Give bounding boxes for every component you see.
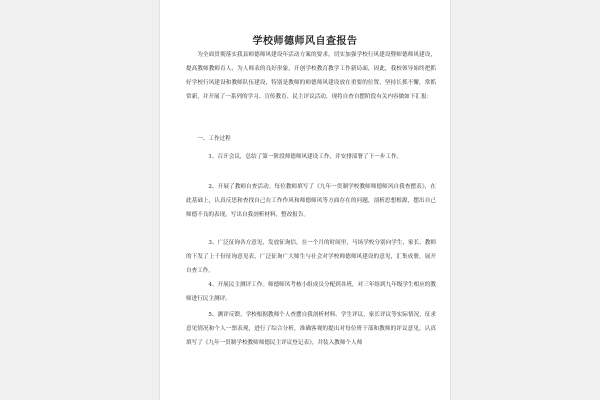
section-heading-work-process: 一、工作过程: [197, 136, 231, 142]
document-page: [160, 0, 450, 400]
paragraph-item-2: 2、开展了教师自查活动。每位教师填写了《九年一贯制学校教师师德师风自我查摆表》，在此基础上，认真反思和查找自己在工作作风和师德师风等方面存在的问题，剖析思想根源，摆出自己师德不良的表现，写出自我剖析材料，整改报告。: [186, 184, 436, 218]
document-title: 学校师德师风自查报告: [252, 36, 358, 47]
paragraph-item-5: 5、测评反馈。学校根据教师个人查摆自我剖析材料、学生评议、家长评议等实际情况，征求意见情况和个人一票表现，进行了综合分析，准确客观的提出对每位班干部和教师的评议意见，认真填写了《九年一贯制学校教师师德民主评议登记表》，并装入教师个人师: [186, 312, 436, 346]
intro-paragraph: 为全面贯彻落实我县师德师风建设年活动方案的要求，切实加强学校行风建设暨师德师风建设，提高教师教师育人、为人师表的良好形象，开创学校教育教学工作新局面，因此，我校领导始终把抓好学校行风建设和教师队伍建设，特别是教师的师德师风建设放在重要的位置，坚持长抓不懈，常抓常新，并开展了一系列的学习、宣传教育、民主评议活动，现将自查自摆阶段有关内容做如下汇报：: [186, 52, 436, 100]
paragraph-item-3: 3、广泛征询各方意见，发放征询信。在一个月的时间里，马场学校分别向学生、家长、教师的下发了上千份征询意见表，广泛征询广大师生与社会对学校师德师风建设的意见，汇集成册，展开自查工作。: [186, 240, 436, 274]
paragraph-item-4: 4、开展民主测评工作。师德师风考核小组成员分配到各班，对三年组到九年级学生相应的教师进行民主测评。: [186, 282, 436, 302]
paragraph-item-1: 1、召开会议，总结了第一阶段师德师风建设工作，并安排部署了下一步工作。: [208, 154, 403, 160]
